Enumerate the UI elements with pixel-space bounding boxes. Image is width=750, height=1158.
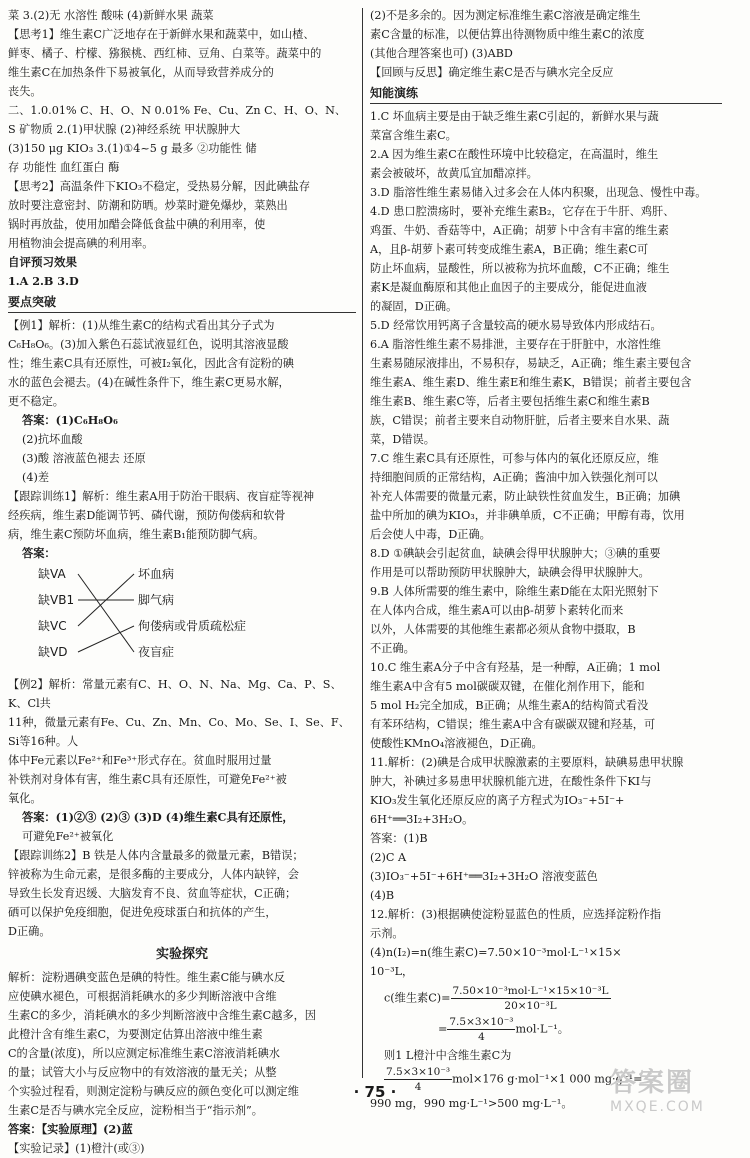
self-test-heading: 自评预习效果: [8, 255, 77, 269]
watermark-url: MXQE.COM: [610, 1099, 705, 1115]
practice-line: 作用是可以帮助预防甲状腺肿大，缺碘会得甲状腺肿大。: [370, 566, 650, 579]
practice-line: 维生素B、维生素C等，后者主要包括维生素C和维生素B: [370, 395, 650, 408]
practice-line: 示剂。: [370, 927, 404, 940]
match-right-item: 佝偻病或骨质疏松症: [138, 619, 247, 633]
fraction-numerator: 7.5×3×10⁻³: [449, 1016, 514, 1028]
practice-line: 有苯环结构，C错误；维生素A中含有碳碳双键和羟基，可: [370, 718, 656, 731]
practice-line: 的凝固，D正确。: [370, 300, 458, 313]
practice-line: 生素易随尿液排出，不易积存，易缺乏，A正确；维生素主要包含: [370, 357, 692, 370]
formula-lhs: =: [438, 1022, 448, 1036]
example2-line: 补铁剂对身体有害，维生素C具有还原性，可避免Fe²⁺被: [8, 773, 287, 786]
text-line: 鲜枣、橘子、柠檬、猕猴桃、西红柿、豆角、白菜等。蔬菜中的: [8, 47, 322, 60]
practice-line: 12.解析：(3)根据碘使淀粉显蓝色的性质，应选择淀粉作指: [370, 908, 661, 921]
text-line: (3)150 μg KIO₃ 3.(1)①4~5 g 最多 ②功能性 储: [8, 142, 257, 155]
practice-line: A，且β-胡萝卜素可转变成维生素A，B正确；维生素C可: [370, 243, 649, 256]
experiment-line: 解析：淀粉遇碘变蓝色是碘的特性。维生素C能与碘水反: [8, 971, 286, 984]
example1-answer: (2)抗坏血酸: [22, 433, 83, 446]
train2-line: D正确。: [8, 925, 51, 938]
text-line: (其他合理答案也可) (3)ABD: [370, 47, 513, 60]
practice-line: (2)C A: [370, 851, 407, 864]
experiment-line: 此橙汁含有维生素C，为要测定估算出溶液中维生素: [8, 1028, 263, 1041]
example1-line: C₆H₈O₆。(3)加入紫色石蕊试液显红色，说明其溶液显酸: [8, 338, 289, 351]
practice-line: 后会使人中毒，D正确。: [370, 528, 491, 541]
fraction: [451, 984, 611, 1013]
text-line: 维生素C在加热条件下易被氧化，从而导致营养成分的: [8, 66, 274, 79]
text-line: 菜 3.(2)无 水溶性 酸味 (4)新鲜水果 蔬菜: [8, 9, 214, 22]
practice-line: 使酸性KMnO₄溶液褪色，D正确。: [370, 737, 543, 750]
experiment-line: 生素C是否与碘水完全反应，淀粉相当于“指示剂”。: [8, 1104, 263, 1117]
practice-line: 维生素A、维生素D、维生素E和维生素K，B错误；前者主要包含: [370, 376, 692, 389]
practice-line: 8.D ①碘缺会引起贫血，缺碘会得甲状腺肿大；③碘的重要: [370, 547, 661, 560]
example2-line: 氧化。: [8, 792, 42, 805]
text-line: S 矿物质 2.(1)甲状腺 (2)神经系统 甲状腺肿大: [8, 123, 241, 136]
practice-line: KIO₃发生氧化还原反应的离子方程式为IO₃⁻+5I⁻+: [370, 794, 625, 807]
text-line: (2)不是多余的。因为测定标准维生素C溶液是确定维生: [370, 9, 641, 22]
practice-line: 维生素A中含有5 mol碳碳双键，在催化剂作用下，能和: [370, 680, 645, 693]
example1-answer: (4)差: [22, 471, 50, 484]
train2-line: 锌被称为生命元素，是很多酶的主要成分，人体内缺锌，会: [8, 868, 299, 881]
text-line: 锅时再放盐，使用加醋会降低食盐中碘的利用率，使: [8, 218, 266, 231]
practice-line: 3.D 脂溶性维生素易储入过多会在人体内积聚，出现急、慢性中毒。: [370, 186, 707, 199]
fraction-denominator: 20×10⁻³L: [504, 1000, 557, 1012]
text-line: 素C含量的标准，以便估算出待测物质中维生素C的浓度: [370, 28, 645, 41]
text-line: 二、1.0.01% C、H、O、N 0.01% Fe、Cu、Zn C、H、O、N、: [8, 104, 347, 117]
example2-answer: 可避免Fe²⁺被氧化: [22, 830, 114, 843]
experiment-answer: 答案：【实验原理】(2)蓝: [8, 1122, 133, 1136]
practice-line: 肿大，补碘过多易患甲状腺机能亢进，在酸性条件下KI与: [370, 775, 652, 788]
text-line: 放时要注意密封、防潮和防晒。炒菜时避免爆炒，菜熟出: [8, 199, 288, 212]
train2-line: 【跟踪训练2】B 铁是人体内含量最多的微量元素，B错误；: [8, 849, 304, 862]
example1-line: 性；维生素C具有还原性，可被I₂氧化，因此含有淀粉的碘: [8, 357, 294, 370]
practice-line: 菜，D错误。: [370, 433, 435, 446]
formula-intro: 则1 L橙汁中含维生素C为: [384, 1049, 512, 1062]
train1-line: 经疾病，维生素D能调节钙、磷代谢，预防佝偻病和软骨: [8, 509, 286, 522]
text-line: 存 功能性 血红蛋白 酶: [8, 161, 120, 174]
example1-line: 水的蓝色会褪去。(4)在碱性条件下，维生素C更易水解，: [8, 376, 290, 389]
example2-answer: 答案：(1)②③ (2)③ (3)D (4)维生素C具有还原性，: [22, 810, 294, 824]
page-number: · 75 ·: [353, 1083, 397, 1101]
experiment-line: 个实验过程看，则测定淀粉与碘反应的颜色变化可以测定维: [8, 1085, 299, 1098]
formula-tail: mol×176 g·mol⁻¹×1 000 mg·g⁻¹=: [452, 1072, 643, 1086]
practice-heading: 知能演练: [370, 84, 722, 104]
practice-line: 以外，人体需要的其他维生素都必须从食物中摄取，B: [370, 623, 636, 636]
text-line: 【思考2】高温条件下KIO₃不稳定，受热易分解，因此碘盐存: [8, 180, 311, 193]
example1-answer: (3)酸 溶液蓝色褪去 还原: [22, 452, 146, 465]
match-left-item: 缺VC: [38, 619, 67, 633]
site-watermark-logo: [610, 1062, 740, 1115]
text-line: 丧失。: [8, 85, 42, 98]
practice-line: 10.C 维生素A分子中含有羟基，是一种醇，A正确；1 mol: [370, 661, 661, 674]
practice-line: 10⁻³L，: [370, 965, 414, 978]
match-right-item: 夜盲症: [138, 645, 175, 659]
practice-line: (4)n(I₂)=n(维生素C)=7.50×10⁻³mol·L⁻¹×15×: [370, 946, 622, 959]
text-line: 【思考1】维生素C广泛地存在于新鲜水果和蔬菜中，如山楂、: [8, 28, 315, 41]
final-result: 990 mg，990 mg·L⁻¹>500 mg·L⁻¹。: [370, 1097, 573, 1110]
text-line: 【回顾与反思】确定维生素C是否与碘水完全反应: [370, 66, 614, 79]
match-left-item: 缺VB1: [38, 593, 75, 607]
practice-line: 素会被破坏，故黄瓜宜加醋凉拌。: [370, 167, 538, 180]
experiment-line: 应使碘水褪色，可根据消耗碘水的多少判断溶液中含维: [8, 990, 277, 1003]
practice-line: 族，C错误；前者主要来自动物肝脏，后者主要来自水果、蔬: [370, 414, 670, 427]
practice-line: 5.D 经常饮用钙离子含量较高的硬水易导致体内形成结石。: [370, 319, 662, 332]
practice-line: 持细胞间质的正常结构，A正确；酱油中加入铁强化剂可以: [370, 471, 658, 484]
experiment-line: C的含量(浓度)，所以应测定标准维生素C溶液消耗碘水: [8, 1047, 280, 1060]
fraction-numerator: 7.5×3×10⁻³: [386, 1066, 451, 1078]
practice-line: 5 mol H₂完全加成，B正确；从维生素A的结构简式看没: [370, 699, 649, 712]
match-left-item: 缺VD: [38, 645, 68, 659]
example1-line: 更不稳定。: [8, 395, 64, 408]
experiment-title: 实验探究: [155, 947, 208, 962]
text-line: 用植物油会提高碘的利用率。: [8, 237, 154, 250]
practice-line: 6.A 脂溶性维生素不易排泄，主要存在于肝脏中，水溶性维: [370, 338, 661, 351]
match-right-item: 坏血病: [138, 567, 175, 581]
train1-answer-label: 答案：: [22, 546, 56, 560]
practice-line: 6H⁺══3I₂+3H₂O。: [370, 813, 474, 826]
left-column: [8, 6, 356, 1158]
train2-line: 硒可以保护免疫细胞，促进免疫球蛋白和抗体的产生，: [8, 906, 277, 919]
example1-answer: 答案：(1)C₆H₈O₆: [22, 413, 118, 427]
practice-line: 素K是凝血酶原和其他止血因子的主要成分，能促进血液: [370, 281, 647, 294]
practice-line: 防止坏血病，显酸性，所以被称为抗坏血酸，C不正确；维生: [370, 262, 670, 275]
fraction-numerator: 7.50×10⁻³mol·L⁻¹×15×10⁻³L: [452, 985, 609, 997]
formula-tail: mol·L⁻¹。: [515, 1022, 569, 1036]
right-column: [370, 6, 722, 1113]
practice-line: 鸡蛋、牛奶、香菇等中，A正确；胡萝卜中含有丰富的维生素: [370, 224, 669, 237]
train1-line: 病，维生素C预防坏血病，维生素B₁能预防脚气病。: [8, 528, 265, 541]
watermark-text: 答案圈: [610, 1068, 695, 1098]
practice-line: 7.C 维生素C具有还原性，可参与体内的氧化还原反应，维: [370, 452, 659, 465]
practice-line: (4)B: [370, 889, 395, 902]
fraction-denominator: 4: [478, 1031, 485, 1043]
practice-line: 菜富含维生素C。: [370, 129, 457, 142]
practice-line: 盐中所加的碘为KIO₃，并非碘单质，C不正确；甲醇有毒，饮用: [370, 509, 685, 522]
practice-line: 答案：(1)B: [370, 832, 428, 845]
match-left-item: 缺VA: [38, 567, 66, 581]
train1-line: 【跟踪训练1】解析：维生素A用于防治干眼病、夜盲症等视神: [8, 490, 315, 503]
practice-line: 9.B 人体所需要的维生素中，除维生素D能在太阳光照射下: [370, 585, 659, 598]
practice-line: 1.C 坏血病主要是由于缺乏维生素C引起的，新鲜水果与蔬: [370, 110, 659, 123]
match-right-item: 脚气病: [138, 593, 175, 607]
self-test-answers: 1.A 2.B 3.D: [8, 274, 79, 288]
experiment-line: 生素C的多少，消耗碘水的多少判断溶液中含维生素C越多，因: [8, 1009, 316, 1022]
fraction: [447, 1015, 515, 1044]
column-divider: [362, 8, 363, 1078]
matching-lines: [74, 565, 136, 665]
formula-simplified: [438, 1015, 722, 1044]
experiment-record: 【实验记录】(1)橙汁(或③): [8, 1142, 145, 1155]
practice-line: 2.A 因为维生素C在酸性环境中比较稳定，在高温时，维生: [370, 148, 659, 161]
formula-concentration: [384, 984, 722, 1013]
practice-list: [370, 107, 722, 981]
vitamin-matching-diagram: [38, 565, 356, 671]
example2-line: 11种，微量元素有Fe、Cu、Zn、Mn、Co、Mo、Se、I、Se、F、Si等16种。人: [8, 716, 350, 748]
key-points-heading: 要点突破: [8, 293, 356, 313]
practice-line: 不正确。: [370, 642, 415, 655]
train2-line: 导致生长发育迟缓、大脑发育不良、贫血等症状，C正确；: [8, 887, 297, 900]
practice-line: (3)IO₃⁻+5I⁻+6H⁺══3I₂+3H₂O 溶液变蓝色: [370, 870, 598, 883]
practice-line: 在人体内合成，维生素A可以由β-胡萝卜素转化而来: [370, 604, 624, 617]
formula-lhs: c(维生素C)=: [384, 991, 451, 1005]
example2-line: 体中Fe元素以Fe²⁺和Fe³⁺形式存在。贫血时服用过量: [8, 754, 272, 767]
practice-line: 补充人体需要的微量元素，防止缺铁性贫血发生，B正确；加碘: [370, 490, 681, 503]
example1-line: 【例1】解析：(1)从维生素C的结构式看出其分子式为: [8, 319, 275, 332]
experiment-line: 的量；试管大小与反应物中的有效溶液的量无关；从整: [8, 1066, 277, 1079]
example2-line: 【例2】解析：常量元素有C、H、O、N、Na、Mg、Ca、P、S、K、Cl共: [8, 678, 342, 710]
practice-line: 11.解析：(2)碘是合成甲状腺激素的主要原料，缺碘易患甲状腺: [370, 756, 684, 769]
fraction-denominator: 4: [414, 1081, 422, 1093]
practice-line: 4.D 患口腔溃疡时，要补充维生素B₂，它存在于牛肝、鸡肝、: [370, 205, 675, 218]
